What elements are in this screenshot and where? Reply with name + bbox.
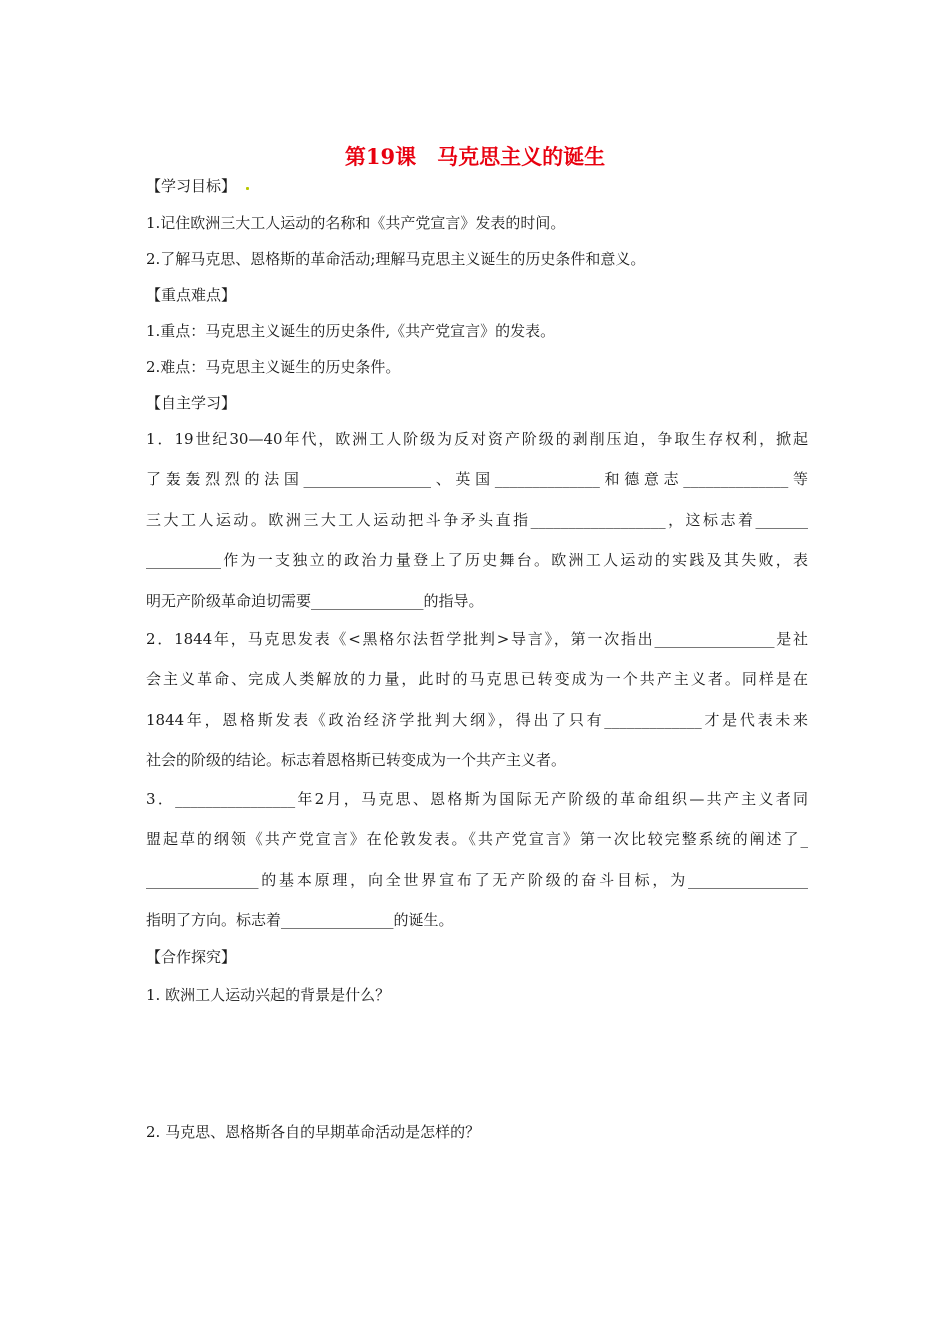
question-2-line-1: 2．1844年，马克思发表《<黑格尔法哲学批判>导言》，第一次指出________________是社 (146, 630, 808, 648)
question-1-line-5: 明无产阶级革命迫切需要_______________的指导。 (146, 591, 484, 610)
question-1-line-2: 了轰轰烈烈的法国_________________、英国______________和德意志______________等 (146, 470, 808, 489)
self-study-heading: 【自主学习】 (146, 394, 237, 412)
goals-heading: 【学习目标】 (146, 175, 818, 197)
question-1-line-3: 三大工人运动。欧洲三大工人运动把斗争矛头直指__________________，这标志着_______ (146, 510, 808, 529)
question-3-line-3: _______________的基本原理，向全世界宣布了无产阶级的奋斗目标，为________________ (146, 870, 808, 889)
question-3 (146, 788, 808, 950)
key-heading: 【重点难点】 (146, 286, 237, 304)
question-2-line-3: 1844年，恩格斯发表《政治经济学批判大纲》，得出了只有_____________才是代表未来 (146, 710, 808, 729)
goal-2: 2.了解马克思、恩格斯的革命活动;理解马克思主义诞生的历史条件和意义。 (146, 250, 646, 268)
question-1 (146, 428, 808, 630)
cooperative-question-1: 1. 欧洲工人运动兴起的背景是什么？ (146, 986, 391, 1004)
question-2-line-4: 社会的阶级的结论。标志着恩格斯已转变成为一个共产主义者。 (146, 751, 567, 770)
goal-1: 1.记住欧洲三大工人运动的名称和《共产党宣言》发表的时间。 (146, 214, 566, 232)
question-3-line-2: 盟起草的纲领《共产党宣言》在伦敦发表。《共产党宣言》第一次比较完整系统的阐述了_ (146, 830, 808, 849)
question-3-line-4: 指明了方向。标志着_______________的诞生。 (146, 911, 454, 930)
question-1-line-1: 1．19世纪30—40年代，欧洲工人阶级为反对资产阶级的剥削压迫，争取生存权利，掀起 (146, 430, 808, 448)
question-3-line-1: 3．________________年2月，马克思、恩格斯为国际无产阶级的革命组织—共产主义者同 (146, 790, 808, 808)
cooperative-heading: 【合作探究】 (146, 948, 237, 966)
cooperative-question-2: 2. 马克思、恩格斯各自的早期革命活动是怎样的？ (146, 1123, 481, 1141)
key-point-2: 2.难点：马克思主义诞生的历史条件。 (146, 358, 401, 376)
page-title: 第19课 马克思主义的诞生 (344, 144, 606, 169)
key-point-1: 1.重点：马克思主义诞生的历史条件,《共产党宣言》的发表。 (146, 322, 556, 340)
question-2-line-2: 会主义革命、完成人类解放的力量，此时的马克思已转变成为一个共产主义者。同样是在 (146, 670, 808, 689)
stray-mark (246, 187, 249, 190)
question-2 (146, 628, 808, 790)
question-1-line-4: __________作为一支独立的政治力量登上了历史舞台。欧洲工人运动的实践及其失败，表 (146, 551, 808, 570)
